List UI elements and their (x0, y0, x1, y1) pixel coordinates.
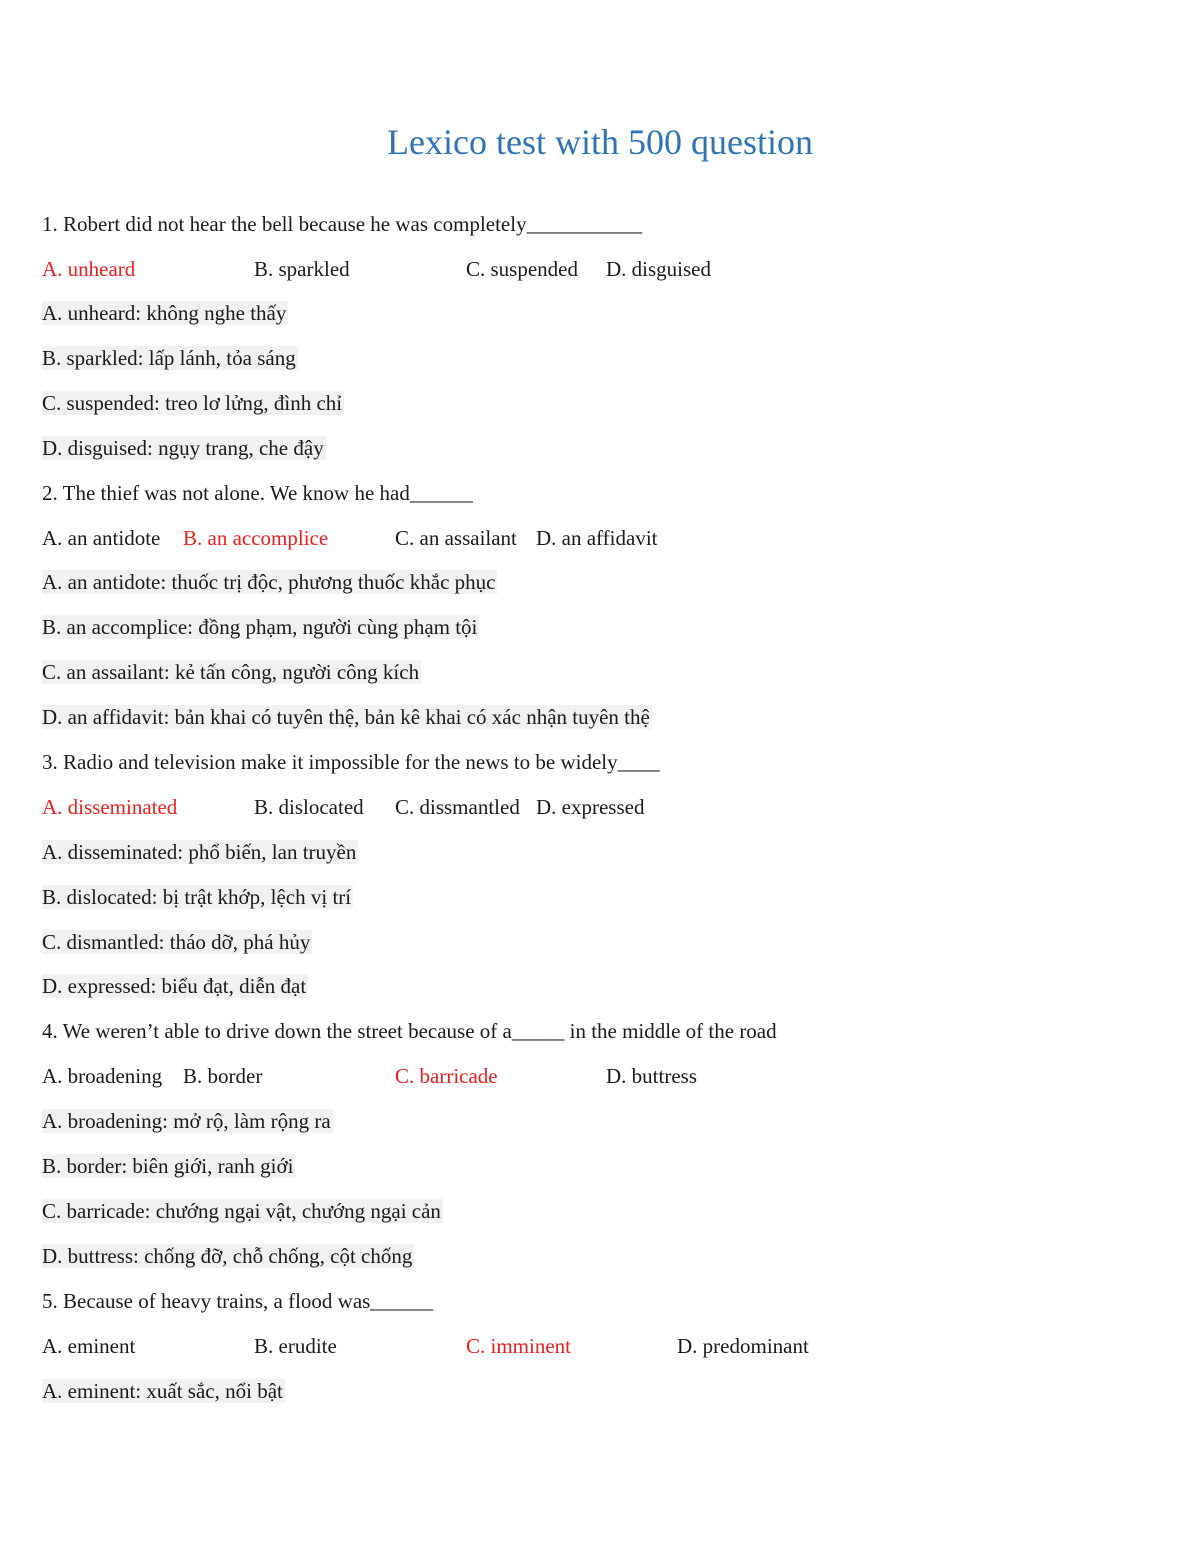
question-3-option-c: C. dissmantled (395, 795, 520, 819)
question-3-explanation-d: D. expressed: biểu đạt, diễn đạt (42, 974, 307, 998)
question-5-option-b: B. erudite (254, 1334, 337, 1358)
question-2-explanation-c: C. an assailant: kẻ tấn công, người công kích (42, 660, 420, 684)
question-4-explanation-b: B. border: biên giới, ranh giới (42, 1154, 294, 1178)
page-title: Lexico test with 500 question (387, 122, 813, 162)
question-3-option-d: D. expressed (536, 795, 645, 819)
question-5-explanation-a: A. eminent: xuất sắc, nổi bật (42, 1379, 283, 1403)
question-4-prompt: 4. We weren’t able to drive down the street because of a_____ in the middle of the road (42, 1019, 777, 1043)
question-1-explanation-c: C. suspended: treo lơ lửng, đình chỉ (42, 391, 343, 415)
question-4-option-c: C. barricade (395, 1064, 498, 1088)
question-1-options (42, 254, 1042, 284)
question-2-option-a: A. an antidote (42, 526, 161, 550)
question-2-explanation-b: B. an accomplice: đồng phạm, người cùng phạm tội (42, 615, 478, 639)
question-1-explanation-d: D. disguised: ngụy trang, che đậy (42, 436, 324, 460)
question-4-explanation-c: C. barricade: chướng ngại vật, chướng ngại cản (42, 1199, 441, 1223)
question-1-option-c: C. suspended (466, 257, 578, 281)
question-2-options (42, 523, 1042, 553)
question-3-options (42, 792, 1042, 822)
question-3-option-a: A. disseminated (42, 795, 178, 819)
question-4-explanation-d: D. buttress: chống đỡ, chỗ chống, cột chống (42, 1244, 413, 1268)
question-5-option-c: C. imminent (466, 1334, 571, 1358)
question-1-explanation-a: A. unheard: không nghe thấy (42, 301, 287, 325)
question-4-options (42, 1061, 1042, 1091)
question-5-options (42, 1331, 1042, 1361)
question-2-option-c: C. an assailant (395, 526, 517, 550)
question-2-option-d: D. an affidavit (536, 526, 658, 550)
question-5-prompt: 5. Because of heavy trains, a flood was______ (42, 1289, 434, 1313)
question-4-explanation-a: A. broadening: mở rộ, làm rộng ra (42, 1109, 331, 1133)
question-2-explanation-d: D. an affidavit: bản khai có tuyên thệ, bản kê khai có xác nhận tuyên thệ (42, 705, 650, 729)
question-1-option-d: D. disguised (606, 257, 711, 281)
question-3-explanation-a: A. disseminated: phổ biến, lan truyền (42, 840, 357, 864)
question-2-option-b: B. an accomplice (183, 526, 329, 550)
question-4-option-d: D. buttress (606, 1064, 697, 1088)
question-4-option-b: B. border (183, 1064, 263, 1088)
question-1-option-b: B. sparkled (254, 257, 350, 281)
question-5-option-a: A. eminent (42, 1334, 136, 1358)
question-1-option-a: A. unheard (42, 257, 136, 281)
question-2-prompt: 2. The thief was not alone. We know he had______ (42, 481, 473, 505)
question-3-explanation-b: B. dislocated: bị trật khớp, lệch vị trí (42, 885, 352, 909)
question-5-option-d: D. predominant (677, 1334, 809, 1358)
question-3-explanation-c: C. dismantled: tháo dỡ, phá hủy (42, 930, 311, 954)
question-3-option-b: B. dislocated (254, 795, 364, 819)
question-4-option-a: A. broadening (42, 1064, 163, 1088)
question-2-explanation-a: A. an antidote: thuốc trị độc, phương thuốc khắc phục (42, 570, 496, 594)
question-3-prompt: 3. Radio and television make it impossible for the news to be widely____ (42, 750, 660, 774)
question-1-explanation-b: B. sparkled: lấp lánh, tỏa sáng (42, 346, 296, 370)
question-1-prompt: 1. Robert did not hear the bell because he was completely___________ (42, 212, 643, 236)
